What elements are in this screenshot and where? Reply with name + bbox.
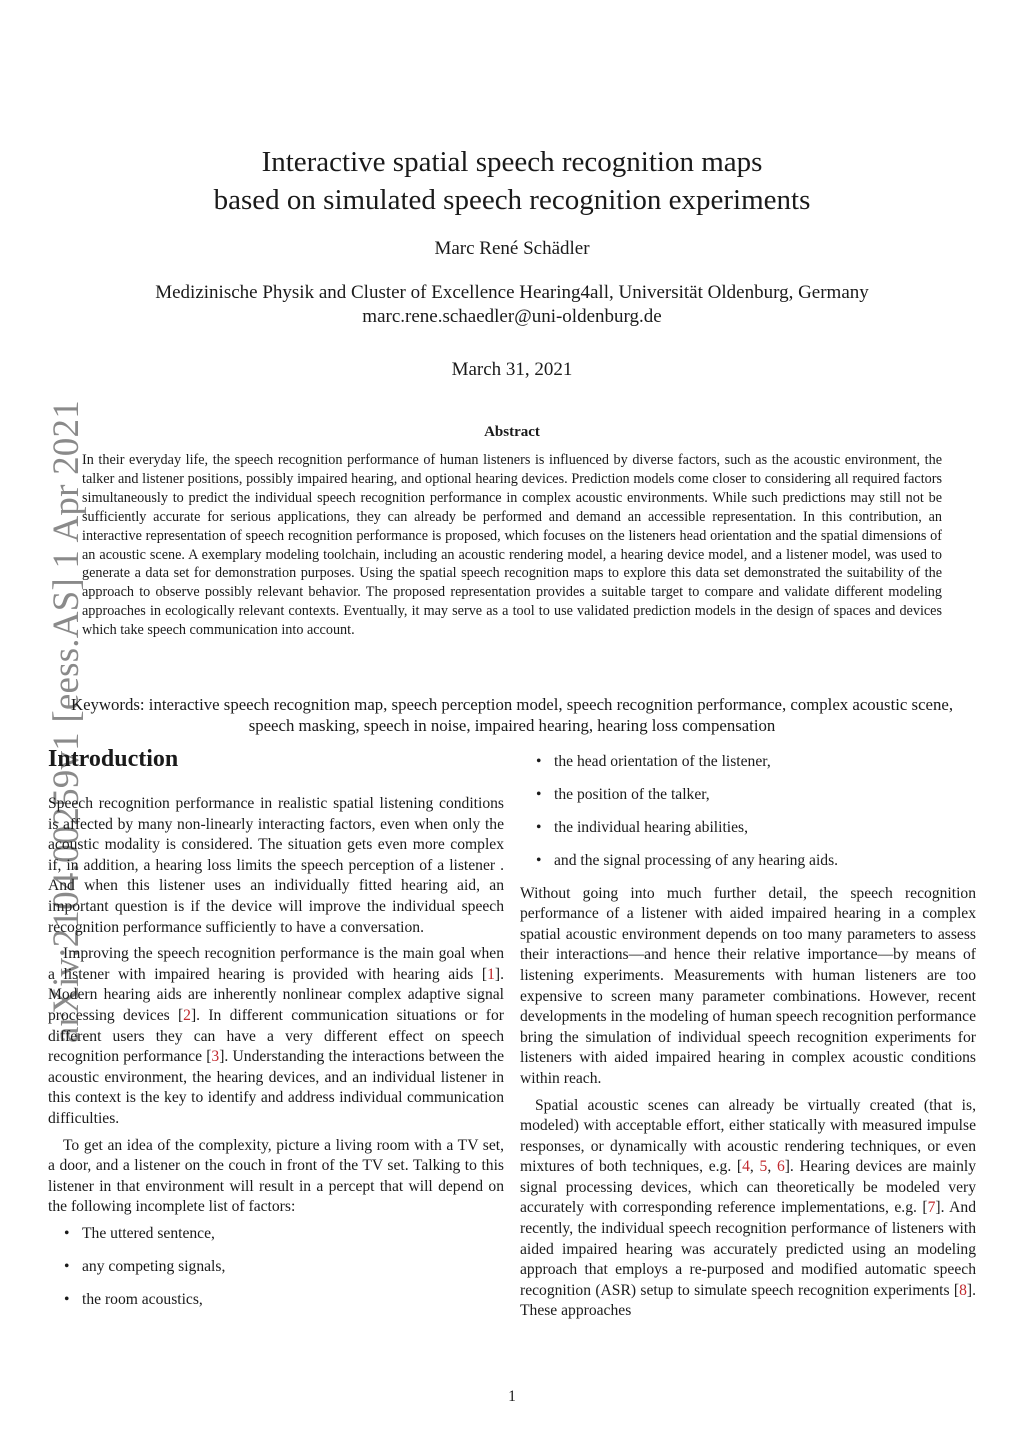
factor-list-left [48, 1224, 504, 1310]
paper-date: March 31, 2021 [451, 359, 573, 380]
list-item: • the individual hearing abilities, [536, 818, 976, 839]
text-run: Spatial acoustic scenes can already be virtually created (that is, modeled) with acceptable effort, either statically with measured impulse responses, or dynamically with acoustic rendering techniques, or even mixtures of both techniques, e.g. [ [520, 1096, 976, 1176]
text-run: ]. Understanding the interactions between the acoustic environment, the hearing devices, and an individual listener in this context is the key to identify and address individual communication difficulties. [48, 1048, 504, 1127]
intro-paragraph-3: To get an idea of the complexity, picture a living room with a TV set, a door, and a listener on the couch in front of the TV set. Talking to this listener in that environment will result in a percept that will depend on the following incomplete list of factors: [48, 1136, 504, 1216]
author-name: Marc René Schädler [434, 238, 590, 259]
list-item: • the room acoustics, [64, 1290, 504, 1311]
list-item: • The uttered sentence, [64, 1224, 504, 1245]
title-line-2: based on simulated speech recognition experiments [213, 184, 811, 216]
text-run: ]. And recently, the individual speech recognition performance of listeners with aided impaired hearing was accurately predicted using an modeling approach that employs a re-purposed and modified automatic speech recognition (ASR) setup to simulate speech recognition experiments [ [520, 1199, 976, 1299]
text-run: , [749, 1158, 760, 1176]
text-run: Improving the speech recognition performance is the main goal when a listener with impaired hearing is provided with hearing aids [ [48, 945, 504, 983]
affiliation: Medizinische Physik and Cluster of Excellence Hearing4all, Universität Oldenburg, Germany [155, 282, 869, 303]
body-paragraph-2 [520, 1096, 976, 1323]
section-heading-introduction: Introduction [48, 746, 179, 772]
paper-title [0, 143, 1024, 219]
abstract-text: In their everyday life, the speech recognition performance of human listeners is influenced by diverse factors, such as the acoustic environment, the talker and listener positions, possibly impaired hearing, and optional hearing devices. Prediction models come closer to considering all required factors simultaneously to predict the individual speech recognition performance in complex acoustic environments. While such predictions may still not be sufficiently accurate for serious applications, they can already be performed and demand an accessible representation. In this contribution, an interactive representation of speech recognition performance is proposed, which focuses on the listeners head orientation and the spatial dimensions of an acoustic scene. A exemplary modeling toolchain, including an acoustic rendering model, a hearing device model, and a listener model, was used to generate a data set for demonstration purposes. Using the spatial speech recognition maps to explore this data set demonstrated the suitability of the approach to observe possibly relevant behavior. The proposed representation provides a suitable target to compare and validate different modeling approaches in ecologically relevant contexts. Eventually, it may serve as a tool to use validated prediction models in the design of spaces and devices which take speech communication into account. [82, 452, 942, 639]
text-run: , [767, 1158, 777, 1176]
author-email: marc.rene.schaedler@uni-oldenburg.de [362, 306, 662, 327]
abstract-heading: Abstract [484, 424, 540, 440]
keywords: Keywords: interactive speech recognition map, speech perception model, speech recognition performance, complex acoustic scene, speech masking, speech in noise, impaired hearing, hearing loss compensation [70, 695, 954, 735]
intro-paragraph-2 [48, 944, 504, 1129]
citation-link[interactable]: 3 [211, 1048, 220, 1066]
text-run: ]. These approaches [520, 1281, 976, 1320]
list-item: • the position of the talker, [536, 785, 976, 806]
arxiv-stamp: arXiv:2104.00259v1 [eess.AS] 1 Apr 2021 [46, 400, 87, 1043]
citation-link[interactable]: 8 [959, 1281, 967, 1299]
text-run: ]. In different communication situations or for different users they can have a very different effect on speech recognition performance [ [48, 1006, 504, 1066]
list-item: • any competing signals, [64, 1257, 504, 1278]
citation-link[interactable]: 6 [776, 1158, 785, 1176]
page-number: 1 [508, 1388, 516, 1405]
body-paragraph-1: Without going into much further detail, the speech recognition performance of a listener with aided impaired hearing in a complex spatial acoustic environment depends on too many parameters to assess their interactions—and hence their relative importance—by means of listening experiments. Measurements with human listeners are too expensive to screen many parameter combinations. However, recent developments in the modeling of human speech recognition performance bring the simulation of individual speech recognition experiments for listeners with aided impaired hearing in complex acoustic conditions within reach. [520, 884, 976, 1087]
list-item: • the head orientation of the listener, [536, 752, 976, 773]
right-column [520, 752, 976, 1328]
text-run: ]. Modern hearing aids are inherently nonlinear complex adaptive signal processing devices [ [48, 965, 504, 1024]
citation-link[interactable]: 7 [927, 1199, 936, 1217]
citation-link[interactable]: 2 [183, 1006, 191, 1024]
text-run: ]. Hearing devices are mainly signal processing devices, which can theoretically be modeled very accurately with corresponding reference implementations, e.g. [ [520, 1158, 976, 1217]
title-line-1: Interactive spatial speech recognition maps [261, 146, 763, 178]
intro-paragraph-1: Speech recognition performance in realistic spatial listening conditions is affected by many non-linearly interacting factors, even when only the acoustic modality is considered. The situation gets even more complex if, in addition, a hearing loss limits the speech perception of a listener . And when this listener uses an individually fitted hearing aid, an important question is if the device will improve the individual speech recognition performance sufficiently to have a conversation. [48, 795, 504, 936]
citation-link[interactable]: 4 [742, 1158, 750, 1176]
list-item: • and the signal processing of any hearing aids. [536, 851, 976, 872]
factor-list-right [520, 752, 976, 871]
citation-link[interactable]: 1 [487, 965, 495, 983]
left-column [48, 742, 504, 1323]
affiliation-block [0, 281, 1024, 329]
citation-link[interactable]: 5 [759, 1158, 768, 1176]
